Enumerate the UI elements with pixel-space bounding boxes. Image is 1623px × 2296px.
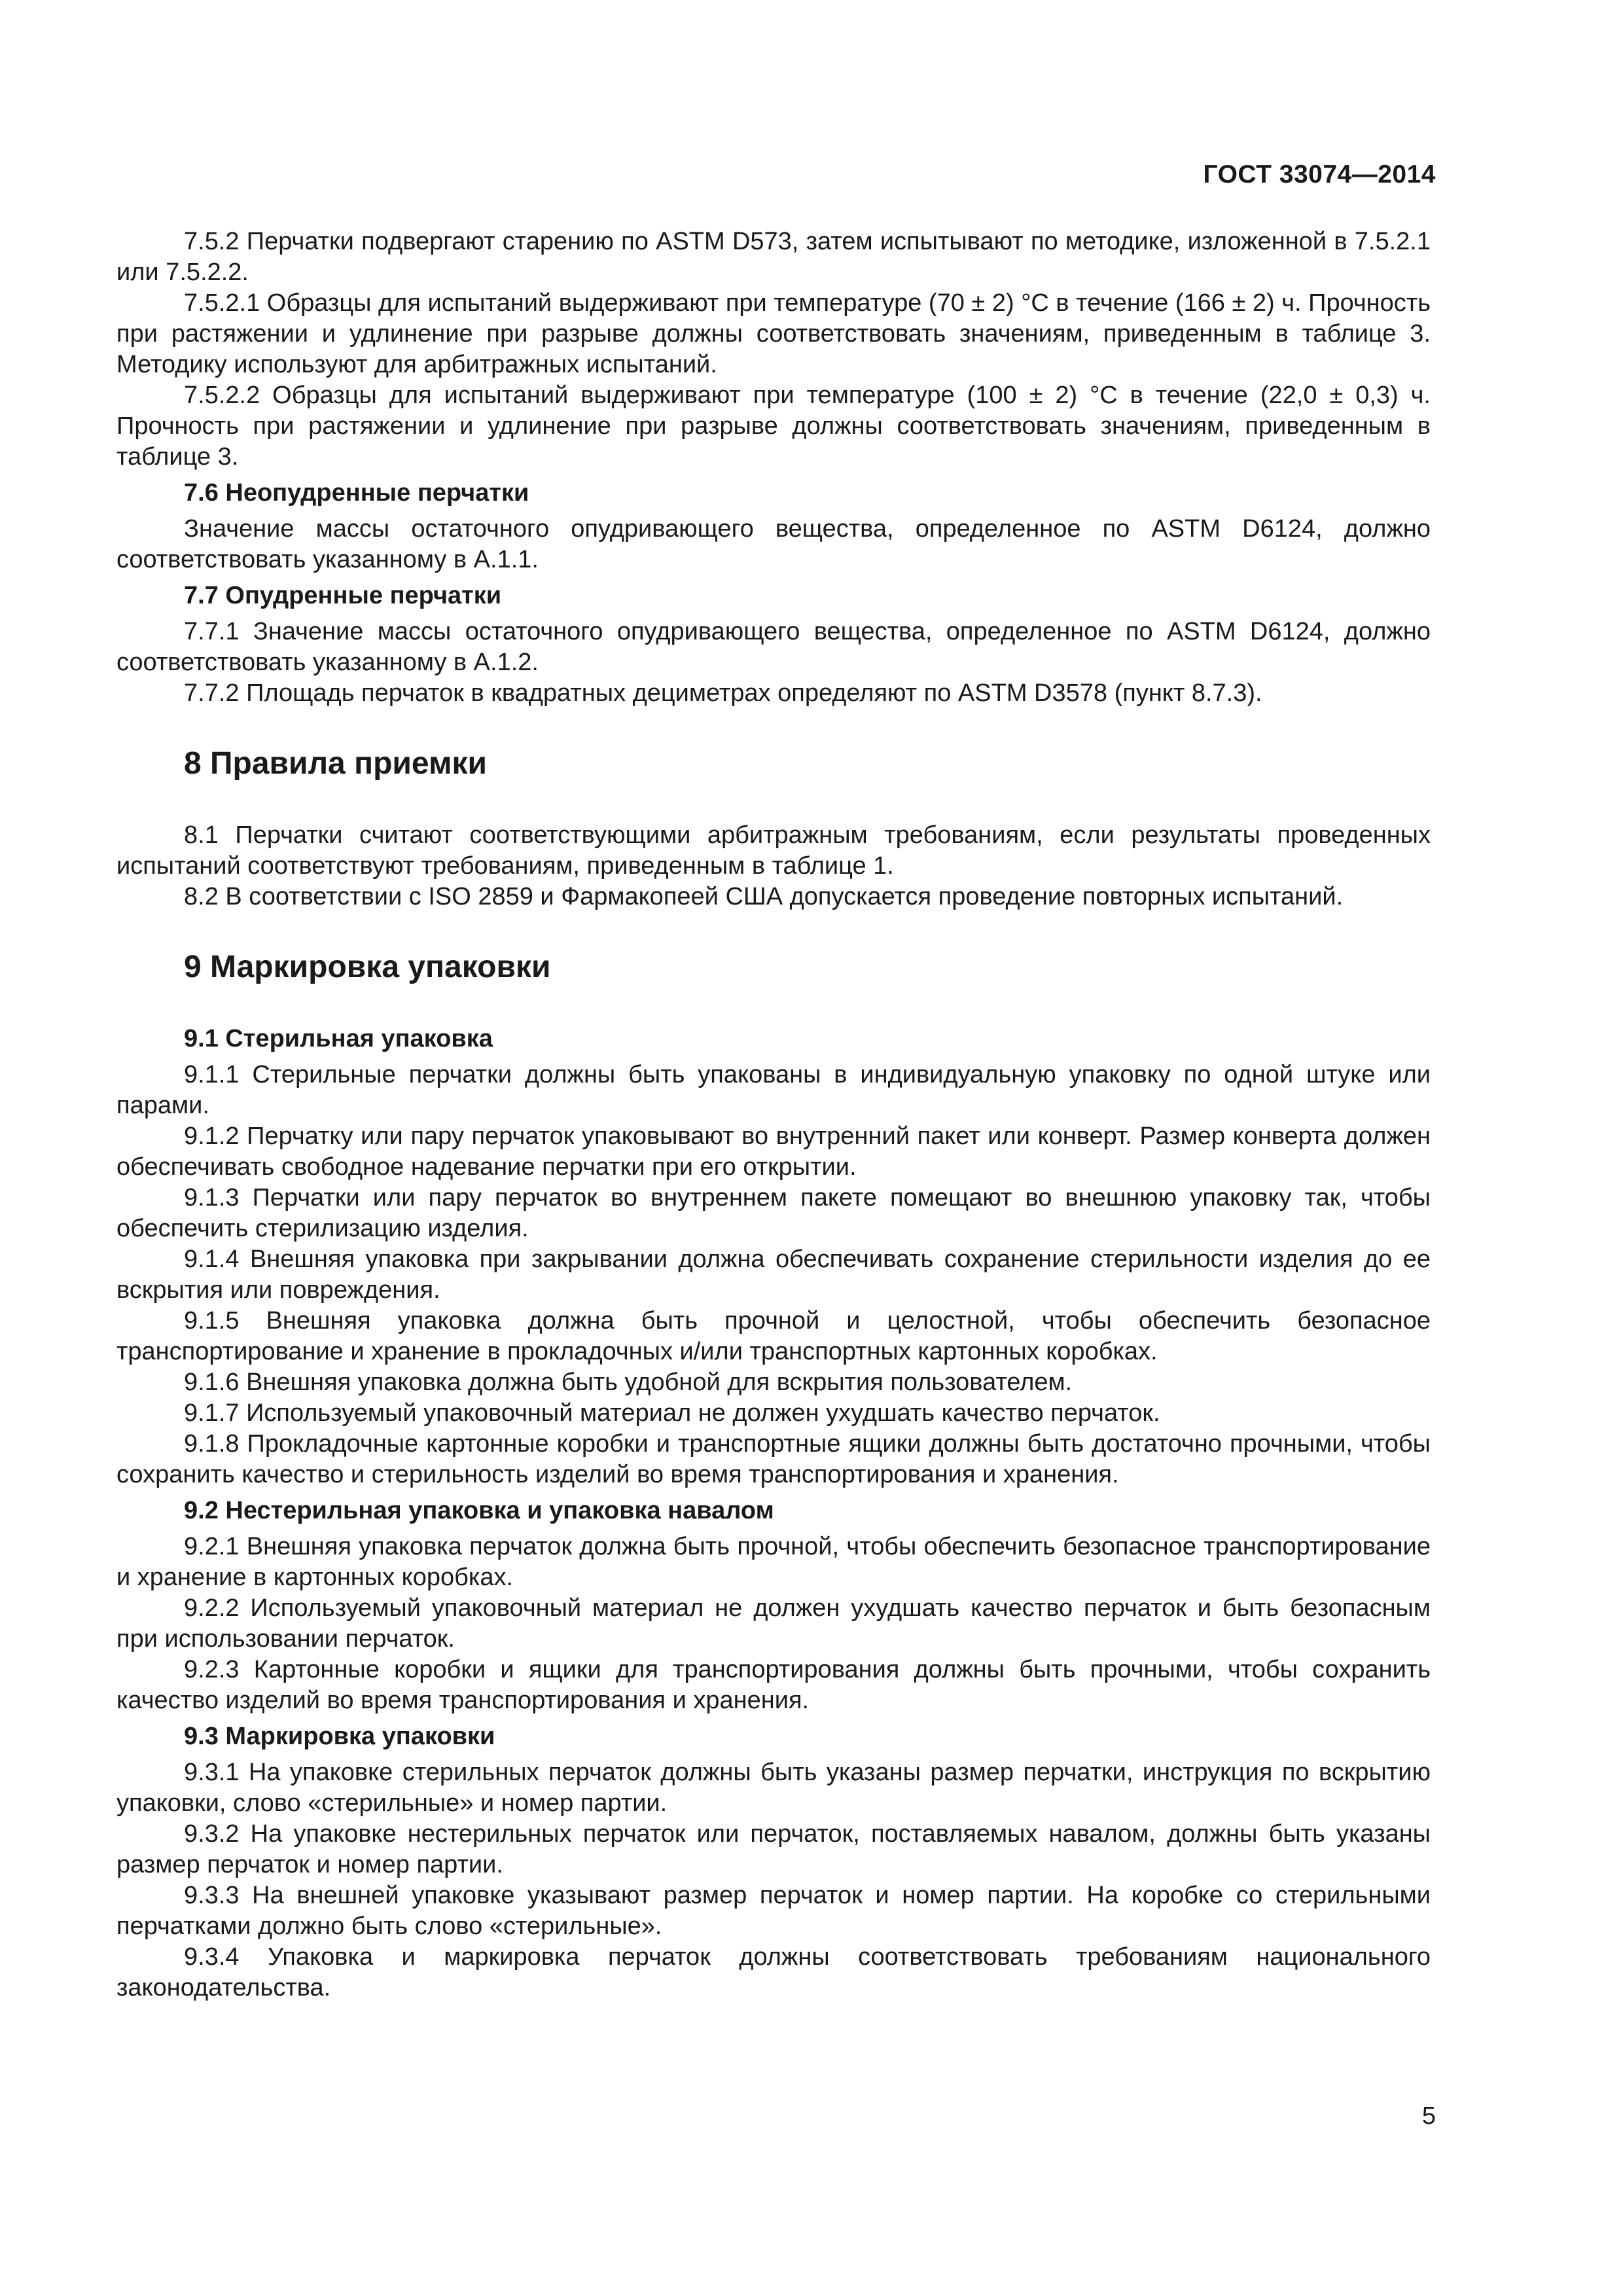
paragraph-7-5-2-2: 7.5.2.2 Образцы для испытаний выдерживают при температуре (100 ± 2) °С в течение (22,0 ± 0,3) ч. Прочность при растяжении и удлинение при разрыве должны соответствовать значениям, приведенным в таблице 3. <box>116 382 1431 471</box>
paragraph-7-6: Значение массы остаточного опудривающего вещества, определенное по ASTM D6124, должно соответствовать указанному в А.1.1. <box>116 515 1431 573</box>
document-code-header: ГОСТ 33074—2014 <box>1203 160 1436 188</box>
document-body <box>116 226 1431 2003</box>
paragraph-9-1-6: 9.1.6 Внешняя упаковка должна быть удобной для вскрытия пользователем. <box>184 1369 1073 1396</box>
section-heading-9: 9 Маркировка упаковки <box>184 950 551 984</box>
paragraph-9-2-2: 9.2.2 Используемый упаковочный материал не должен ухудшать качество перчаток и быть безопасным при использовании перчаток. <box>116 1594 1431 1653</box>
section-heading-8: 8 Правила приемки <box>184 746 488 781</box>
paragraph-9-3-3: 9.3.3 На внешней упаковке указывают размер перчаток и номер партии. На коробке со стерильными перчатками должно быть слово «стерильные». <box>116 1882 1431 1940</box>
page-number: 5 <box>1421 2102 1436 2130</box>
heading-7-7: 7.7 Опудренные перчатки <box>184 582 502 609</box>
paragraph-9-1-1: 9.1.1 Стерильные перчатки должны быть упакованы в индивидуальную упаковку по одной штуке или парами. <box>116 1061 1431 1119</box>
paragraph-9-2-1: 9.2.1 Внешняя упаковка перчаток должна быть прочной, чтобы обеспечить безопасное транспортирование и хранение в картонных коробках. <box>116 1533 1431 1591</box>
heading-9-2: 9.2 Нестерильная упаковка и упаковка навалом <box>184 1497 774 1524</box>
paragraph-9-1-3: 9.1.3 Перчатки или пару перчаток во внутреннем пакете помещают во внешнюю упаковку так, чтобы обеспечить стерилизацию изделия. <box>116 1184 1431 1242</box>
paragraph-9-1-7: 9.1.7 Используемый упаковочный материал не должен ухудшать качество перчаток. <box>184 1399 1160 1427</box>
paragraph-9-1-8: 9.1.8 Прокладочные картонные коробки и транспортные ящики должны быть достаточно прочными, чтобы сохранить качество и стерильность изделий во время транспортирования и хранения. <box>116 1430 1431 1488</box>
paragraph-8-1: 8.1 Перчатки считают соответствующими арбитражным требованиям, если результаты проведенных испытаний соответствуют требованиям, приведенным в таблице 1. <box>116 821 1431 880</box>
paragraph-7-5-2: 7.5.2 Перчатки подвергают старению по ASTM D573, затем испытывают по методике, изложенной в 7.5.2.1 или 7.5.2.2. <box>116 228 1431 286</box>
heading-9-3: 9.3 Маркировка упаковки <box>184 1723 495 1750</box>
paragraph-7-5-2-1: 7.5.2.1 Образцы для испытаний выдерживают при температуре (70 ± 2) °С в течение (166 ± 2) ч. Прочность при растяжении и удлинение при разрыве должны соответствовать значениям, приведенным в таблице 3. Методику используют для арбитражных испытаний. <box>116 289 1431 378</box>
paragraph-9-3-4: 9.3.4 Упаковка и маркировка перчаток должны соответствовать требованиям национального законодательства. <box>116 1943 1431 2001</box>
paragraph-7-7-1: 7.7.1 Значение массы остаточного опудривающего вещества, определенное по ASTM D6124, должно соответствовать указанному в А.1.2. <box>116 618 1431 676</box>
paragraph-9-1-2: 9.1.2 Перчатку или пару перчаток упаковывают во внутренний пакет или конверт. Размер конверта должен обеспечивать свободное надевание перчатки при его открытии. <box>116 1122 1431 1181</box>
paragraph-9-3-2: 9.3.2 На упаковке нестерильных перчаток или перчаток, поставляемых навалом, должны быть указаны размер перчаток и номер партии. <box>116 1820 1431 1878</box>
paragraph-9-1-4: 9.1.4 Внешняя упаковка при закрывании должна обеспечивать сохранение стерильности изделия до ее вскрытия или повреждения. <box>116 1246 1431 1304</box>
paragraph-9-2-3: 9.2.3 Картонные коробки и ящики для транспортирования должны быть прочными, чтобы сохранить качество изделий во время транспортирования и хранения. <box>116 1656 1431 1714</box>
paragraph-8-2: 8.2 В соответствии с ISO 2859 и Фармакопеей США допускается проведение повторных испытаний. <box>184 883 1344 910</box>
paragraph-9-1-5: 9.1.5 Внешняя упаковка должна быть прочной и целостной, чтобы обеспечить безопасное транспортирование и хранение в прокладочных и/или транспортных картонных коробках. <box>116 1307 1431 1365</box>
paragraph-7-7-2: 7.7.2 Площадь перчаток в квадратных дециметрах определяют по ASTM D3578 (пункт 8.7.3). <box>184 679 1262 707</box>
heading-9-1: 9.1 Стерильная упаковка <box>184 1025 493 1052</box>
heading-7-6: 7.6 Неопудренные перчатки <box>184 479 529 507</box>
paragraph-9-3-1: 9.3.1 На упаковке стерильных перчаток должны быть указаны размер перчатки, инструкция по вскрытию упаковки, слово «стерильные» и номер партии. <box>116 1759 1431 1817</box>
